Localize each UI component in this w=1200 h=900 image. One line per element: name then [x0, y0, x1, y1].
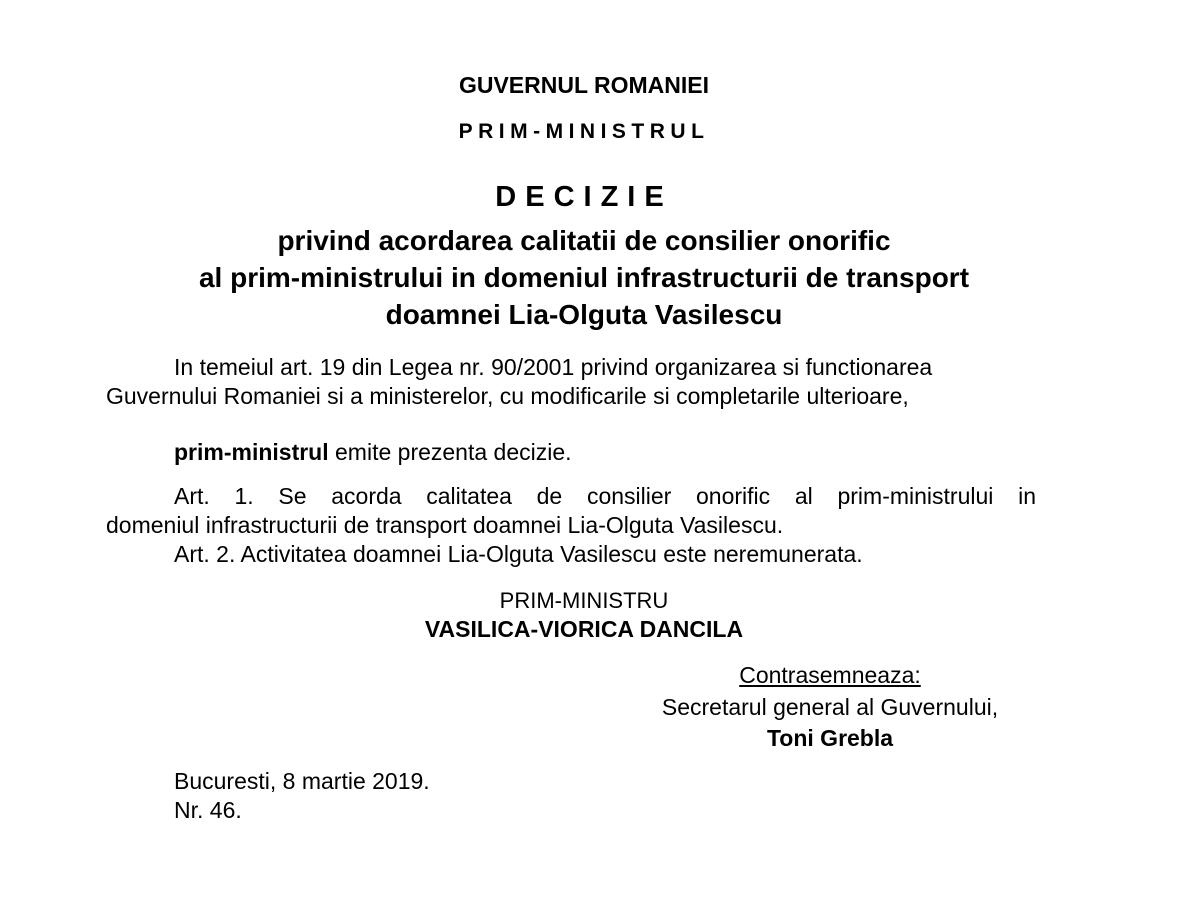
article-2: Art. 2. Activitatea doamnei Lia-Olguta Vasilescu este neremunerata. [174, 541, 863, 567]
document-subtitle [0, 222, 1168, 333]
signatory-name: VASILICA-VIORICA DANCILA [424, 616, 744, 642]
article-1-line: domeniul infrastructurii de transport doamnei Lia-Olguta Vasilescu. [106, 512, 784, 538]
office-header: PRIM-MINISTRUL [458, 120, 710, 143]
articles [106, 482, 1036, 569]
document-title: DECIZIE [495, 181, 673, 213]
document-date: Bucuresti, 8 martie 2019. [174, 768, 430, 794]
countersign-label: Contrasemneaza: [739, 662, 921, 688]
article-1-line: Art. 1. Se acorda calitatea de consilier onorific al prim-ministrului in [174, 483, 1036, 509]
document-number: Nr. 46. [174, 797, 242, 823]
subtitle-line: al prim-ministrului in domeniul infrastructurii de transport [198, 262, 970, 293]
legal-basis-paragraph [106, 353, 1036, 411]
issuance-text: emite prezenta decizie. [328, 439, 572, 465]
government-header: GUVERNUL ROMANIEI [458, 72, 710, 98]
subtitle-line: privind acordarea calitatii de consilier onorific [277, 225, 891, 256]
issuer-bold: prim-ministrul [174, 439, 329, 465]
countersign-name: Toni Grebla [766, 725, 894, 751]
countersign-role: Secretarul general al Guvernului, [661, 694, 999, 720]
signatory-title: PRIM-MINISTRU [499, 588, 669, 613]
legal-basis-line: Guvernului Romaniei si a ministerelor, cu modificarile si completarile ulterioare, [106, 383, 909, 409]
issuance-paragraph [106, 438, 1036, 467]
legal-basis-line: In temeiul art. 19 din Legea nr. 90/2001 privind organizarea si functionarea [174, 354, 933, 380]
subtitle-line: doamnei Lia-Olguta Vasilescu [385, 299, 783, 330]
